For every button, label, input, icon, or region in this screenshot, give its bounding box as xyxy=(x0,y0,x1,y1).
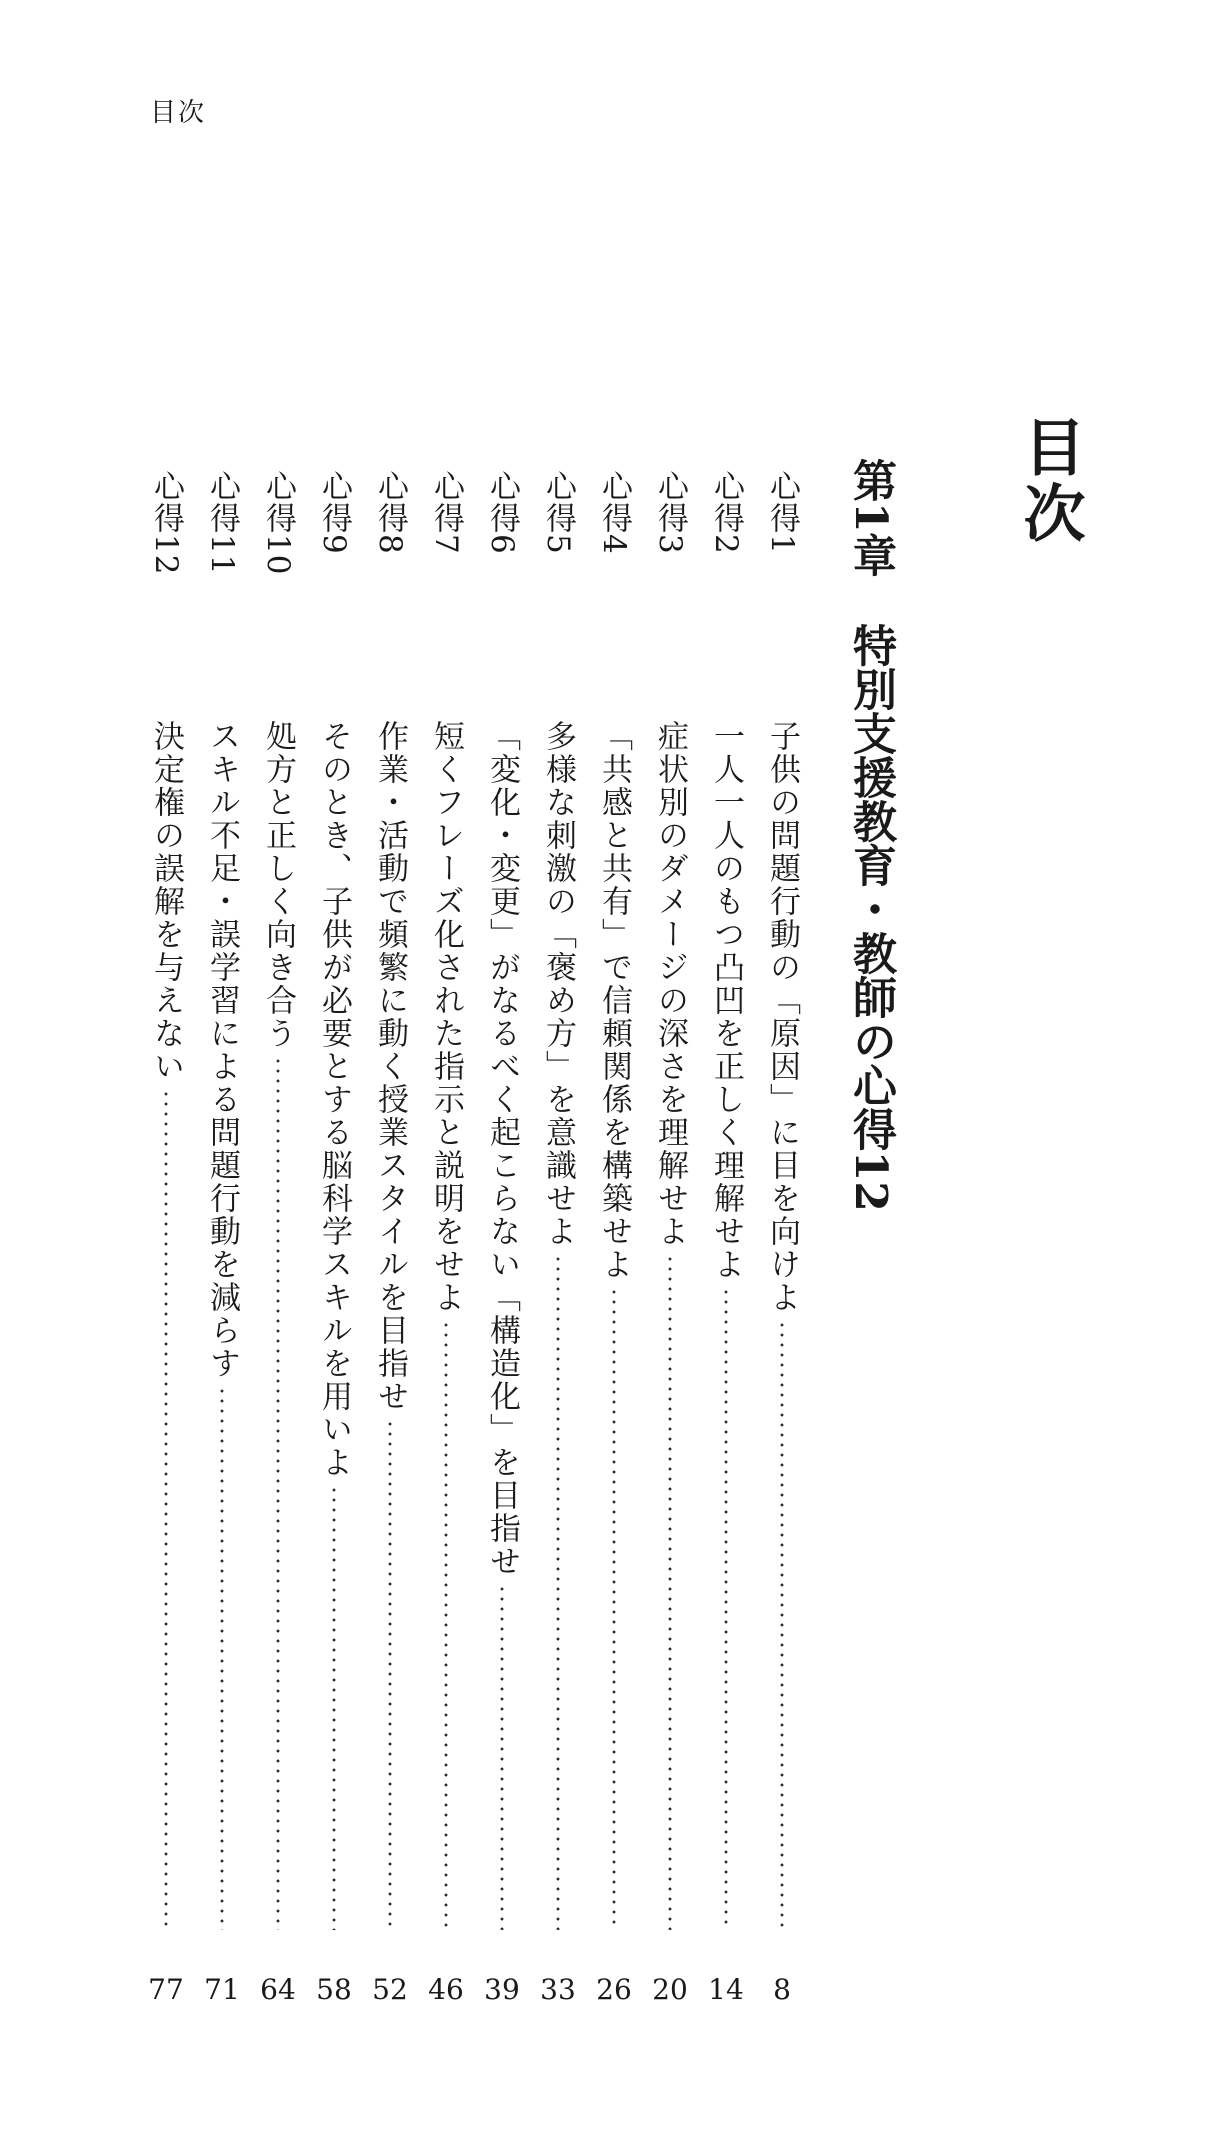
toc-entry-title: 子供の問題行動の「原因」に目を向けよ xyxy=(764,720,800,1314)
toc-entry-title: 「共感と共有」で信頼関係を構築せよ xyxy=(596,720,632,1281)
toc-entry-10[interactable] xyxy=(256,470,300,2005)
toc-entry-title: 処方と正しく向き合う xyxy=(260,720,296,1050)
toc-entry-label: 心得7 xyxy=(428,470,464,555)
chapter-heading xyxy=(845,458,896,1212)
toc-entry-9[interactable] xyxy=(312,470,356,2005)
dot-leader xyxy=(723,1287,729,1930)
toc-entry-page: 14 xyxy=(708,1973,744,2006)
toc-entry-title: 「変化・変更」がなるべく起こらない「構造化」を目指せ xyxy=(484,720,520,1578)
toc-entry-page: 20 xyxy=(652,1973,688,2006)
page-title: 目次 xyxy=(1013,415,1086,547)
toc-entry-page: 52 xyxy=(372,1973,408,2006)
toc-entry-5[interactable] xyxy=(536,470,580,2005)
toc-entry-6[interactable] xyxy=(480,470,524,2005)
toc-entry-label: 心得5 xyxy=(540,470,576,555)
toc-entry-label: 心得3 xyxy=(652,470,688,555)
dot-leader xyxy=(163,1089,169,1930)
toc-entry-3[interactable] xyxy=(648,470,692,2005)
toc-entry-title: そのとき、子供が必要とする脳科学スキルを用いよ xyxy=(316,720,352,1479)
toc-entry-8[interactable] xyxy=(368,470,412,2005)
dot-leader xyxy=(275,1056,281,1930)
toc-entry-title: 作業・活動で頻繁に動く授業スタイルを目指せ xyxy=(372,720,408,1413)
dot-leader xyxy=(499,1584,505,1930)
toc-entry-label: 心得6 xyxy=(484,470,520,555)
toc-entry-page: 64 xyxy=(260,1973,296,2006)
table-of-contents xyxy=(140,470,800,2005)
toc-entry-title: 症状別のダメージの深さを理解せよ xyxy=(652,720,688,1248)
toc-entry-label: 心得2 xyxy=(708,470,744,555)
running-head: 目次 xyxy=(150,98,207,128)
toc-entry-page: 77 xyxy=(148,1973,184,2006)
toc-entry-label: 心得11 xyxy=(204,470,240,576)
toc-entry-label: 心得9 xyxy=(316,470,352,555)
toc-entry-page: 71 xyxy=(204,1973,240,2006)
toc-entry-7[interactable] xyxy=(424,470,468,2005)
toc-entry-title: スキル不足・誤学習による問題行動を減らす xyxy=(204,720,240,1380)
toc-entry-label: 心得8 xyxy=(372,470,408,555)
toc-entry-12[interactable] xyxy=(144,470,188,2005)
toc-entry-label: 心得12 xyxy=(148,470,184,576)
toc-entry-page: 8 xyxy=(773,1973,791,2006)
chapter-label: 第1章 xyxy=(845,458,896,577)
dot-leader xyxy=(555,1254,561,1930)
toc-entry-4[interactable] xyxy=(592,470,636,2005)
dot-leader xyxy=(611,1287,617,1930)
dot-leader xyxy=(667,1254,673,1930)
toc-entry-1[interactable] xyxy=(760,470,804,2005)
toc-entry-title: 多様な刺激の「褒め方」を意識せよ xyxy=(540,720,576,1248)
dot-leader xyxy=(779,1320,785,1930)
dot-leader xyxy=(331,1485,337,1930)
toc-entry-page: 33 xyxy=(540,1973,576,2006)
toc-entry-title: 一人一人のもつ凸凹を正しく理解せよ xyxy=(708,720,744,1281)
dot-leader xyxy=(219,1386,225,1930)
toc-entry-page: 26 xyxy=(596,1973,632,2006)
toc-entry-2[interactable] xyxy=(704,470,748,2005)
toc-entry-label: 心得10 xyxy=(260,470,296,576)
toc-entry-page: 58 xyxy=(316,1973,352,2006)
toc-entry-title: 決定権の誤解を与えない xyxy=(148,720,184,1083)
toc-entry-label: 心得4 xyxy=(596,470,632,555)
dot-leader xyxy=(443,1320,449,1930)
toc-entry-label: 心得1 xyxy=(764,470,800,555)
toc-entry-page: 39 xyxy=(484,1973,520,2006)
toc-entry-title: 短くフレーズ化された指示と説明をせよ xyxy=(428,720,464,1314)
dot-leader xyxy=(387,1419,393,1930)
toc-entry-page: 46 xyxy=(428,1973,464,2006)
toc-entry-11[interactable] xyxy=(200,470,244,2005)
chapter-title: 特別支援教育・教師の心得12 xyxy=(845,622,896,1212)
